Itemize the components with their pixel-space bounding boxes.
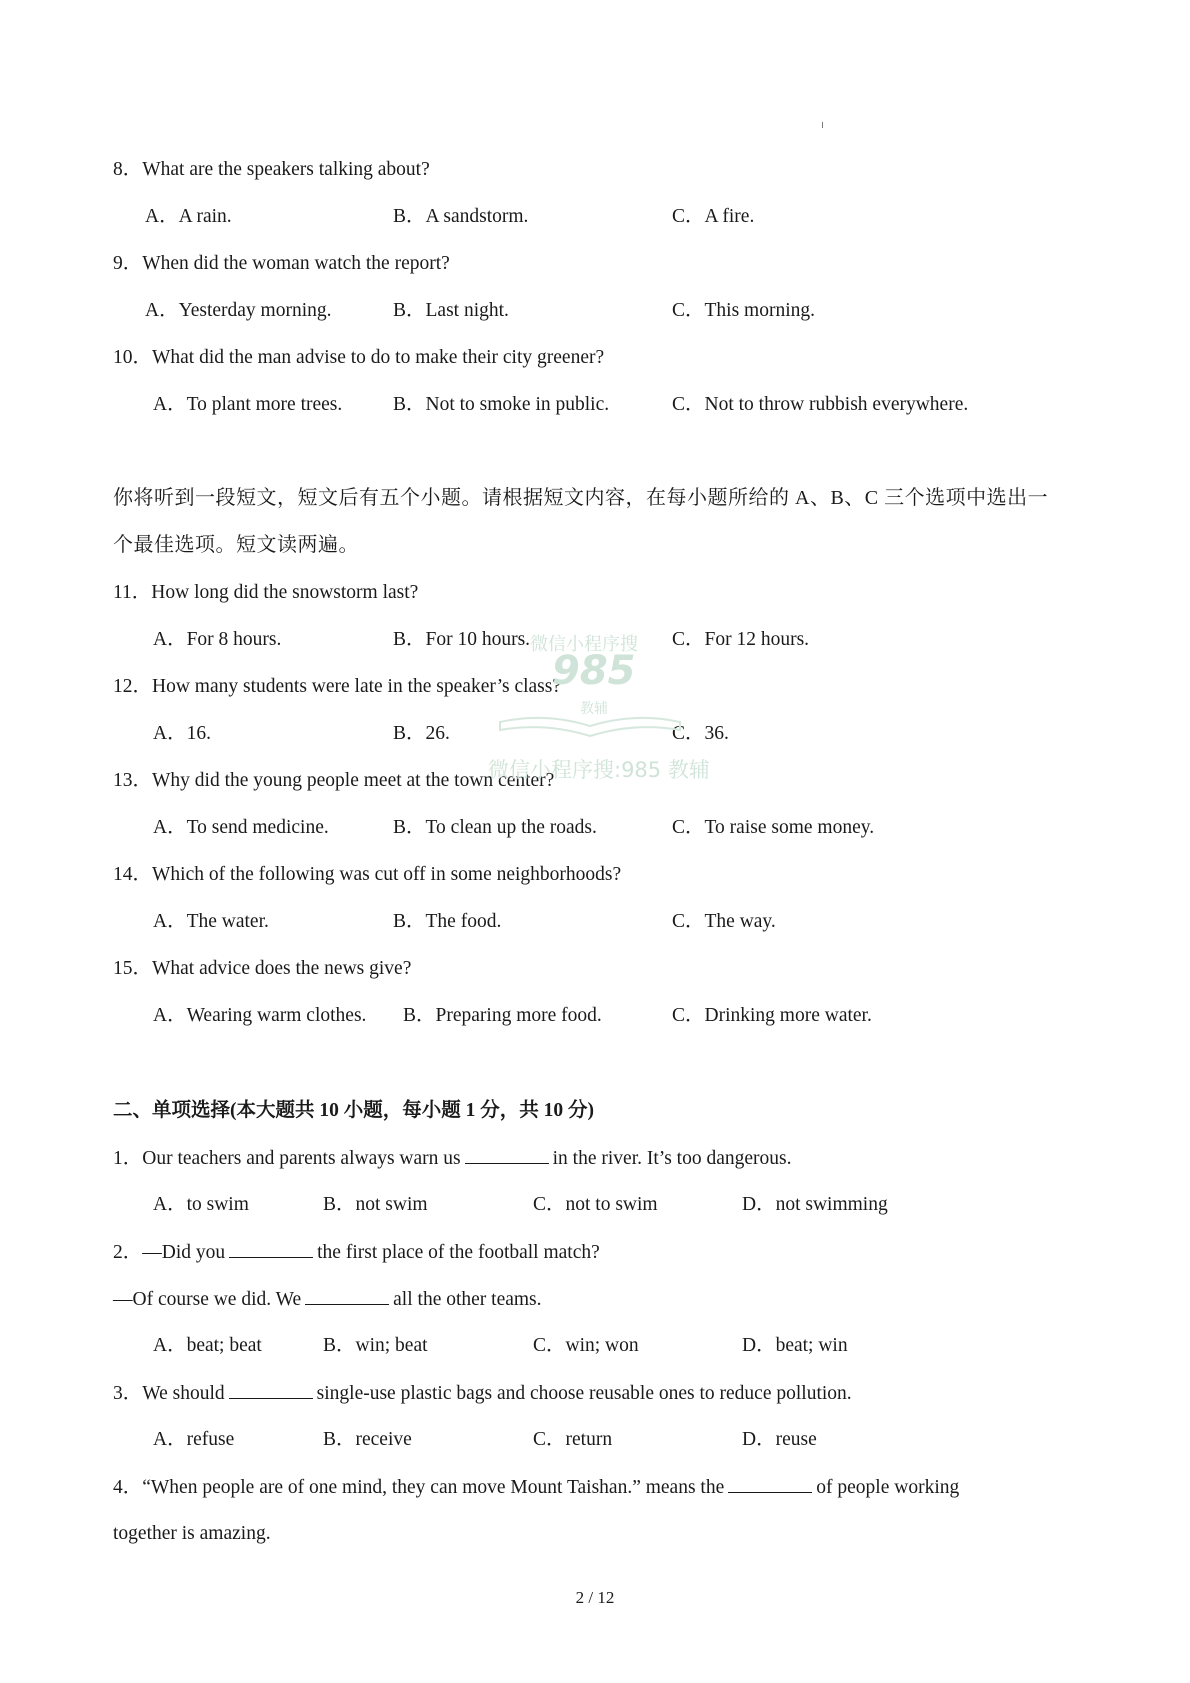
- watermark-logo-number: 985: [552, 648, 636, 694]
- question-8: 8．What are the speakers talking about?: [113, 159, 430, 180]
- q15-option-b: B．Preparing more food.: [403, 1005, 602, 1026]
- s2-q3-text-after: single-use plastic bags and choose reusable ones to reduce pollution.: [316, 1383, 852, 1404]
- q12-option-a: A．16.: [153, 723, 211, 744]
- book-icon: [490, 712, 690, 742]
- q8-option-b: B．A sandstorm.: [393, 206, 529, 227]
- watermark-bottom-text: 微信小程序搜:985 教辅: [488, 758, 710, 782]
- q15-option-c: C．Drinking more water.: [672, 1005, 872, 1026]
- q13-option-c: C．To raise some money.: [672, 817, 875, 838]
- q9-option-c: C．This morning.: [672, 300, 816, 321]
- q11-option-a: A．For 8 hours.: [153, 629, 282, 650]
- q8-option-a: A．A rain.: [145, 206, 232, 227]
- s2-q2-option-c: C．win; won: [533, 1335, 639, 1356]
- s2-question-1: [113, 1145, 791, 1172]
- s2-question-2: [113, 1239, 600, 1266]
- watermark: [470, 630, 740, 790]
- q14-option-b: B．The food.: [393, 911, 502, 932]
- s2-q3-option-a: A．refuse: [153, 1429, 235, 1450]
- instruction-line-2: 个最佳选项。短文读两遍。: [113, 534, 359, 556]
- s2-q1-option-a: A．to swim: [153, 1194, 249, 1215]
- s2-q4-text-before: 4．“When people are of one mind, they can move Mount Taishan.” means the: [113, 1477, 725, 1498]
- q14-option-c: C．The way.: [672, 911, 776, 932]
- watermark-top-text: 微信小程序搜: [530, 634, 638, 655]
- s2-q2-option-d: D．beat; win: [742, 1335, 848, 1356]
- q9-option-a: A．Yesterday morning.: [145, 300, 332, 321]
- question-15: 15．What advice does the news give?: [113, 958, 412, 979]
- q13-option-a: A．To send medicine.: [153, 817, 329, 838]
- question-10: 10．What did the man advise to do to make their city greener?: [113, 347, 605, 368]
- s2-q3-option-d: D．reuse: [742, 1429, 817, 1450]
- instruction-line-1: 你将听到一段短文，短文后有五个小题。请根据短文内容，在每小题所给的 A、B、C 三个选项中选出一: [113, 487, 1049, 509]
- s2-q3-option-c: C．return: [533, 1429, 613, 1450]
- q11-option-b: B．For 10 hours.: [393, 629, 531, 650]
- q11-option-c: C．For 12 hours.: [672, 629, 810, 650]
- question-14: 14．Which of the following was cut off in some neighborhoods?: [113, 864, 622, 885]
- s2-q1-text-before: 1．Our teachers and parents always warn us: [113, 1148, 461, 1169]
- s2-question-4: [113, 1474, 959, 1501]
- q15-option-a: A．Wearing warm clothes.: [153, 1005, 367, 1026]
- s2-q2-reply-before: —Of course we did. We: [113, 1289, 302, 1310]
- s2-q2-text-before: 2．—Did you: [113, 1242, 226, 1263]
- q12-option-c: C．36.: [672, 723, 729, 744]
- margin-tick: [822, 122, 823, 128]
- s2-q4-text-after: of people working: [816, 1477, 960, 1498]
- s2-q2-reply-after: all the other teams.: [393, 1289, 542, 1310]
- q9-option-b: B．Last night.: [393, 300, 509, 321]
- answer-blank: [229, 1239, 313, 1258]
- s2-question-2-reply: [113, 1286, 542, 1313]
- answer-blank: [305, 1286, 389, 1305]
- question-13: 13．Why did the young people meet at the town center?: [113, 770, 555, 791]
- q10-option-c: C．Not to throw rubbish everywhere.: [672, 394, 969, 415]
- s2-question-4-line-2: together is amazing.: [113, 1523, 271, 1544]
- s2-q2-text-after: the first place of the football match?: [317, 1242, 600, 1263]
- answer-blank: [229, 1380, 313, 1399]
- q8-option-c: C．A fire.: [672, 206, 755, 227]
- q12-option-b: B．26.: [393, 723, 450, 744]
- question-11: 11．How long did the snowstorm last?: [113, 582, 419, 603]
- q14-option-a: A．The water.: [153, 911, 269, 932]
- section-2-heading: 二、单项选择(本大题共 10 小题，每小题 1 分，共 10 分): [113, 1100, 594, 1121]
- q10-option-a: A．To plant more trees.: [153, 394, 343, 415]
- s2-q3-text-before: 3．We should: [113, 1383, 225, 1404]
- page-number: 2 / 12: [575, 1588, 615, 1607]
- s2-question-3: [113, 1380, 852, 1407]
- question-9: 9．When did the woman watch the report?: [113, 253, 450, 274]
- s2-q1-option-b: B．not swim: [323, 1194, 428, 1215]
- s2-q1-option-c: C．not to swim: [533, 1194, 658, 1215]
- s2-q3-option-b: B．receive: [323, 1429, 412, 1450]
- s2-q1-text-after: in the river. It’s too dangerous.: [552, 1148, 792, 1169]
- s2-q2-option-b: B．win; beat: [323, 1335, 428, 1356]
- q10-option-b: B．Not to smoke in public.: [393, 394, 610, 415]
- watermark-logo-subtext: 教辅: [580, 701, 608, 717]
- s2-q2-option-a: A．beat; beat: [153, 1335, 262, 1356]
- answer-blank: [465, 1145, 549, 1164]
- question-12: 12．How many students were late in the speaker’s class?: [113, 676, 562, 697]
- s2-q1-option-d: D．not swimming: [742, 1194, 888, 1215]
- q13-option-b: B．To clean up the roads.: [393, 817, 597, 838]
- answer-blank: [728, 1474, 812, 1493]
